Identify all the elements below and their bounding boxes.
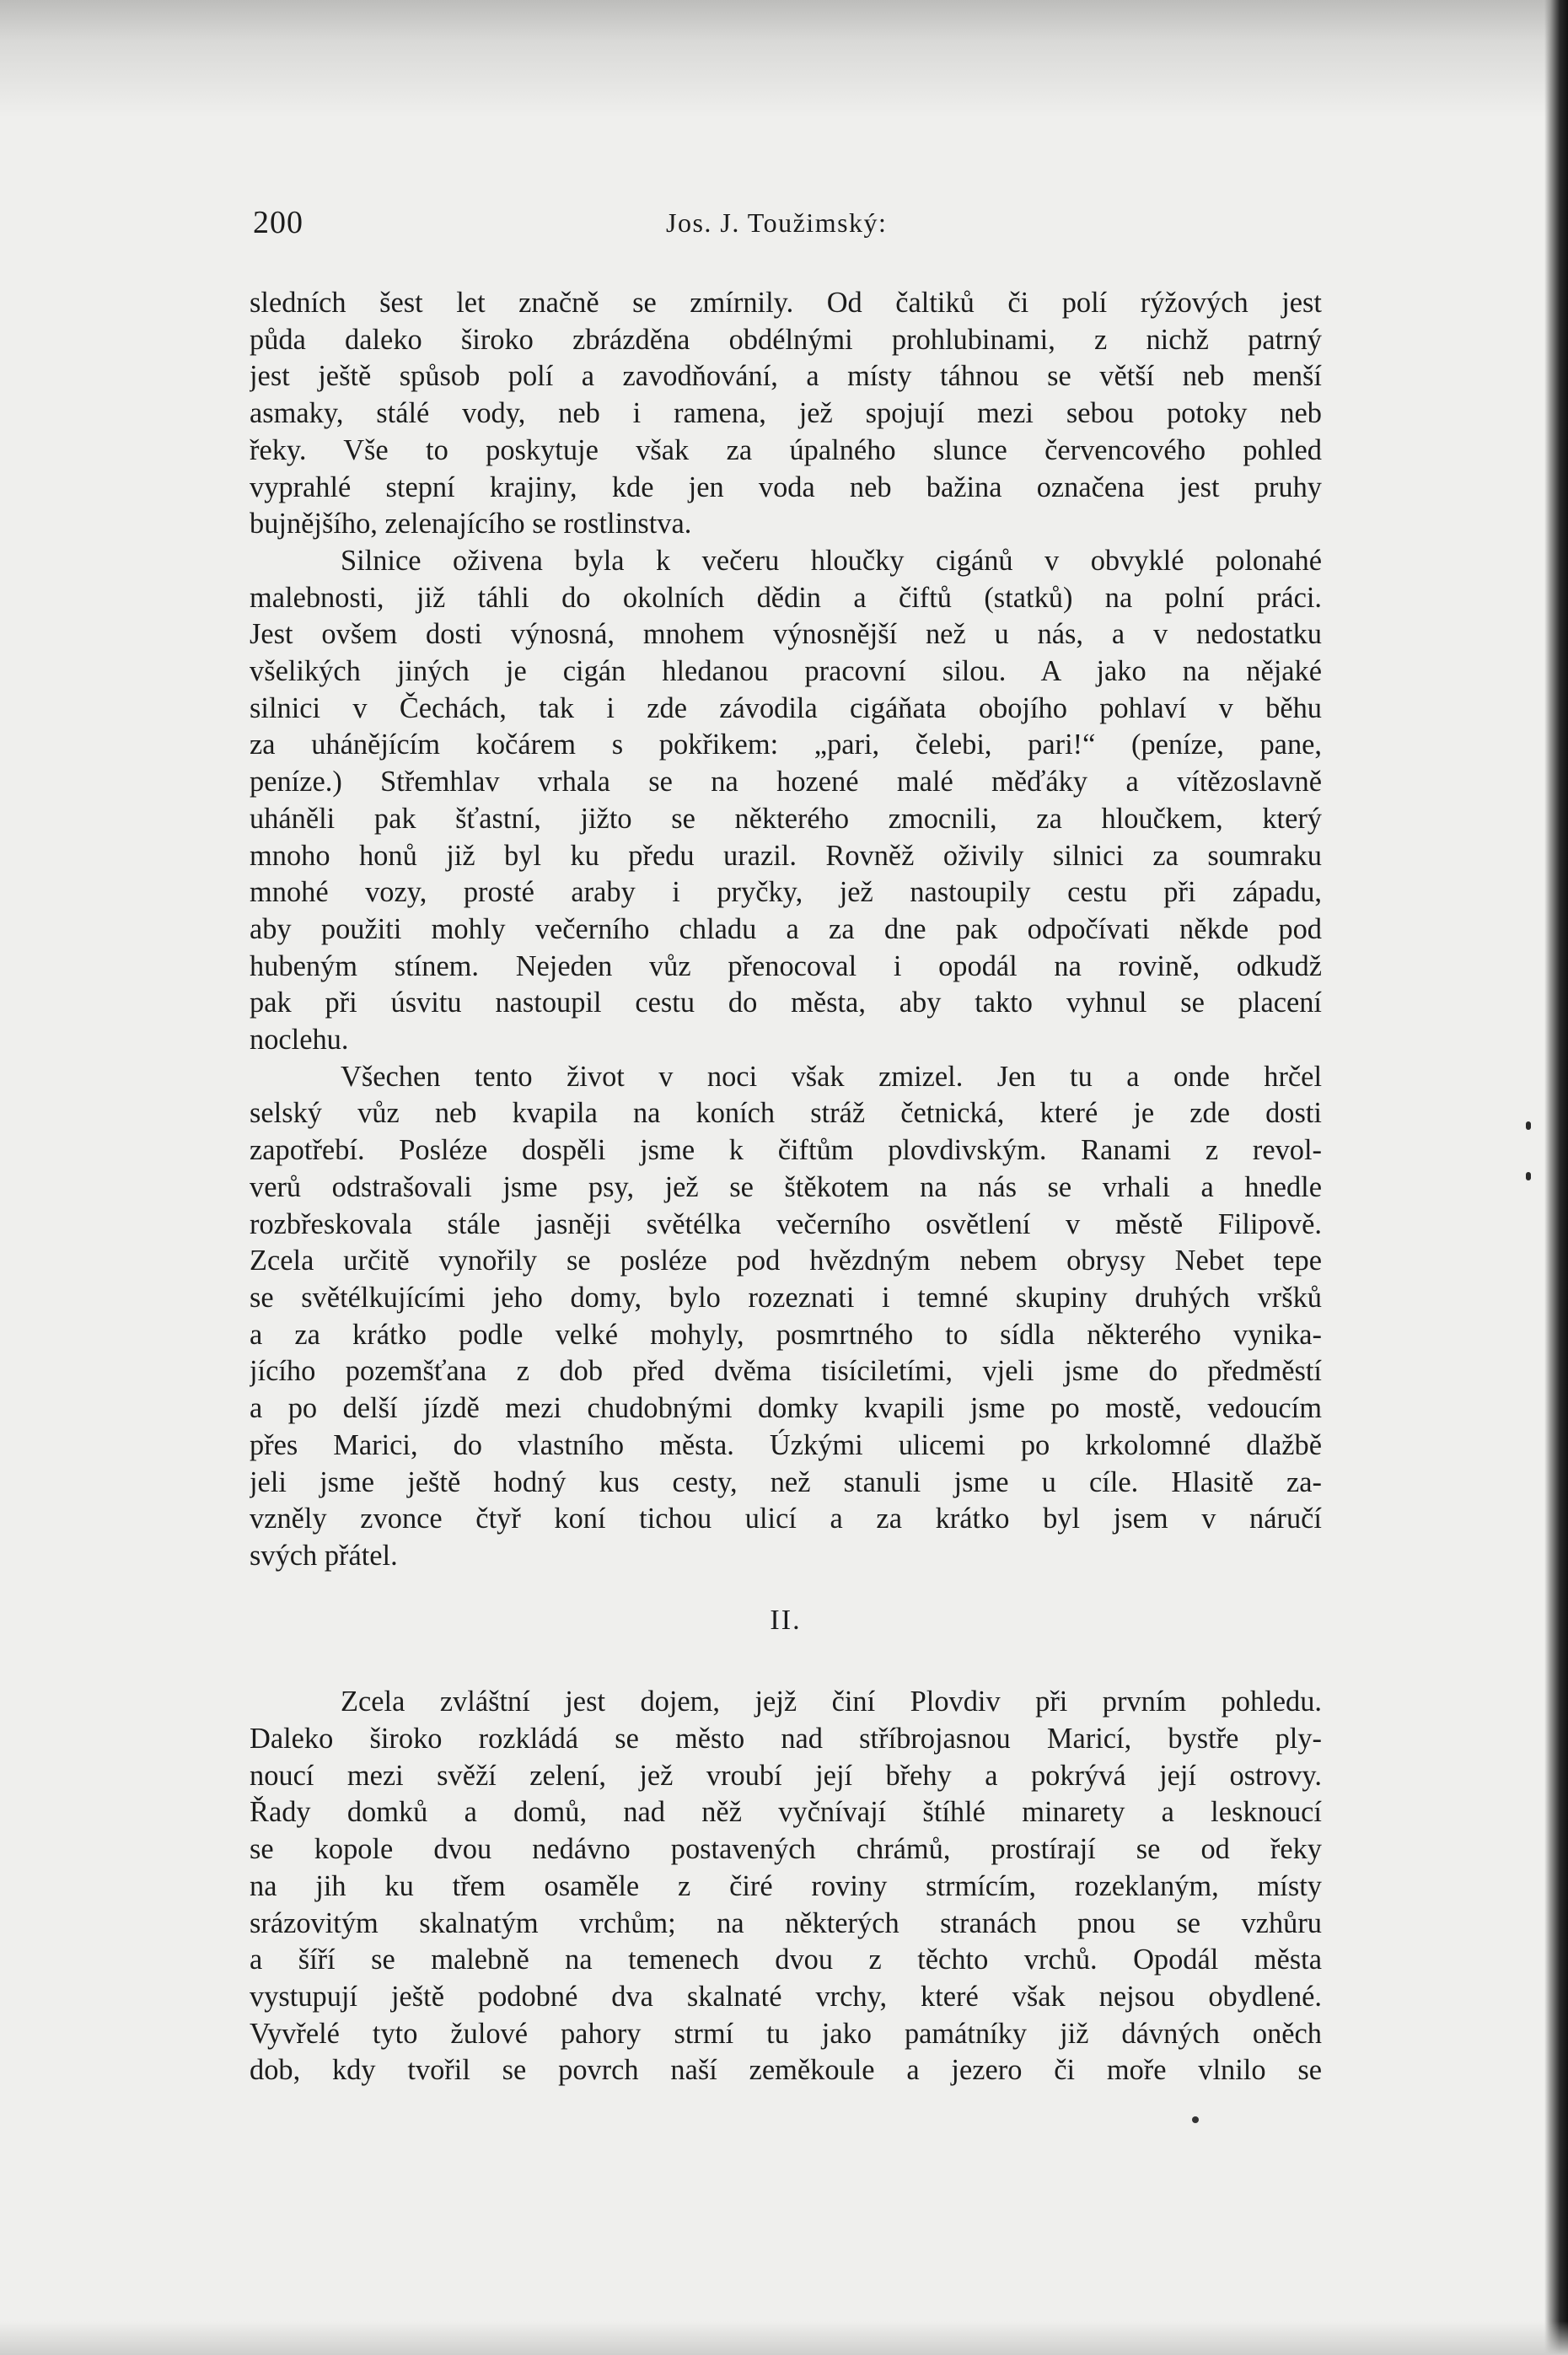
text-line: noclehu. (250, 1024, 349, 1057)
text-line: Řady domků a domů, nad něž vyčnívají štíhlé minarety a lesknoucí (250, 1796, 1322, 1829)
text-line: srázovitým skalnatým vrchům; na některých stranách pnou se vzhůru (250, 1906, 1322, 1939)
text-line: rozbřeskovala stále jasněji světélka večerního osvětlení v městě Filipově. (250, 1207, 1322, 1240)
text-line: uháněli pak šťastní, jižto se některého zmocnili, za hloučkem, který (250, 802, 1322, 835)
text-line: Zcela zvláštní jest dojem, jejž činí Plovdiv při prvním pohledu. (341, 1686, 1322, 1718)
text-line: a za krátko podle velké mohyly, posmrtného to sídla některého vynika- (250, 1318, 1322, 1351)
text-line: a po delší jízdě mezi chudobnými domky kvapili jsme po mostě, vedoucím (250, 1392, 1322, 1425)
running-head: Jos. J. Toužimský: (666, 207, 888, 238)
text-line: mnohé vozy, prosté araby i pryčky, jež nastoupily cestu při západu, (250, 876, 1322, 909)
text-line: zapotřebí. Posléze dospěli jsme k čiftům plovdivským. Ranami z revol- (250, 1134, 1322, 1167)
text-line: malebnosti, již táhli do okolních dědin a čiftů (statků) na polní práci. (250, 581, 1322, 614)
text-line: aby použiti mohly večerního chladu a za dne pak odpočívati někde pod (250, 912, 1322, 945)
page-number: 200 (253, 205, 303, 240)
text-line: svých přátel. (250, 1539, 398, 1572)
text-line: řeky. Vše to poskytuje však za úpalného slunce červencového pohled (250, 433, 1322, 466)
text-line: dob, kdy tvořil se povrch naší zeměkoule a jezero či moře vlnilo se (250, 2054, 1322, 2087)
paragraph-3 (250, 1059, 1322, 1575)
text-line: Daleko široko rozkládá se město nad stříbrojasnou Maricí, bystře ply- (250, 1723, 1322, 1755)
text-line: jest ještě spůsob polí a zavodňování, a místy táhnou se větší neb menší (250, 360, 1322, 393)
text-line: selský vůz neb kvapila na koních stráž četnická, které je zde dosti (250, 1097, 1322, 1130)
text-line: Zcela určitě vynořily se posléze pod hvězdným nebem obrysy Nebet tepe (250, 1245, 1322, 1277)
section-gap (250, 1638, 1322, 1684)
text-line: sledních šest let značně se zmírnily. Od čaltiků či polí rýžových jest (250, 287, 1322, 319)
text-line: Silnice oživena byla k večeru hloučky cigánů v obvyklé polonahé (341, 544, 1322, 577)
text-line: silnici v Čechách, tak i zde závodila cigáňata obojího pohlaví v běhu (250, 691, 1322, 724)
paragraph-2 (250, 543, 1322, 1059)
text-line: vyprahlé stepní krajiny, kde jen voda neb bažina označena jest pruhy (250, 470, 1322, 503)
section-heading: II. (770, 1604, 802, 1636)
paragraph-1 (250, 285, 1322, 543)
text-line: jeli jsme ještě hodný kus cesty, než stanuli jsme u cíle. Hlasitě za- (250, 1465, 1322, 1498)
text-line: asmaky, stálé vody, neb i ramena, jež spojují mezi sebou potoky neb (250, 397, 1322, 430)
section-gap (250, 1575, 1322, 1602)
text-line: na jih ku třem osaměle z čiré roviny strmícím, rozeklaným, místy (250, 1869, 1322, 1902)
text-line: a šíří se malebně na temenech dvou z těchto vrchů. Opodál města (250, 1944, 1322, 1976)
page-shadow-top (0, 0, 1568, 118)
text-line: Vyvřelé tyto žulové pahory strmí tu jako památníky již dávných oněch (250, 2017, 1322, 2050)
page-binding-edge (1544, 0, 1568, 2355)
text-line: všelikých jiných je cigán hledanou pracovní silou. A jako na nějaké (250, 655, 1322, 688)
text-line: peníze.) Střemhlav vrhala se na hozené malé měďáky a vítězoslavně (250, 766, 1322, 798)
text-line: půda daleko široko zbrázděna obdélnými prohlubinami, z nichž patrný (250, 323, 1322, 356)
text-line: se kopole dvou nedávno postavených chrámů, prostírají se od řeky (250, 1833, 1322, 1866)
text-line: za uhánějícím kočárem s pokřikem: „pari, čelebi, pari!“ (peníze, pane, (250, 729, 1322, 761)
text-line: vzněly zvonce čtyř koní tichou ulicí a za krátko byl jsem v náručí (250, 1503, 1322, 1535)
page-shadow-bottom (0, 2321, 1568, 2355)
paragraph-4 (250, 1684, 1322, 2089)
page-header (253, 204, 1317, 255)
margin-speck (1526, 1121, 1531, 1130)
margin-speck (1526, 1172, 1531, 1180)
text-line: bujnějšího, zelenajícího se rostlinstva. (250, 508, 692, 540)
text-line: noucí mezi svěží zelení, jež vroubí její břehy a pokrývá její ostrovy. (250, 1759, 1322, 1792)
text-line: Všechen tento život v noci však zmizel. Jen tu a onde hrčel (341, 1060, 1322, 1093)
text-line: pak při úsvitu nastoupil cestu do města, aby takto vyhnul se placení (250, 987, 1322, 1019)
text-line: Jest ovšem dosti výnosná, mnohem výnosnější než u nás, a v nedostatku (250, 618, 1322, 651)
text-line: vystupují ještě podobné dva skalnaté vrchy, které však nejsou obydlené. (250, 1980, 1322, 2013)
ink-speck (1192, 2116, 1199, 2123)
text-line: jícího pozemšťana z dob před dvěma tisíciletími, vjeli jsme do předměstí (250, 1355, 1322, 1388)
book-text (250, 285, 1322, 2089)
text-line: mnoho honů již byl ku předu urazil. Rovněž oživily silnici za soumraku (250, 839, 1322, 872)
text-line: hubeným stínem. Nejeden vůz přenocoval i opodál na rovině, odkudž (250, 949, 1322, 982)
text-line: verů odstrašovali jsme psy, jež se štěkotem na nás se vrhali a hnedle (250, 1170, 1322, 1203)
text-line: se světélkujícími jeho domy, bylo rozeznati i temné skupiny druhých vršků (250, 1281, 1322, 1314)
text-line: přes Marici, do vlastního města. Úzkými ulicemi po krkolomné dlažbě (250, 1428, 1322, 1461)
